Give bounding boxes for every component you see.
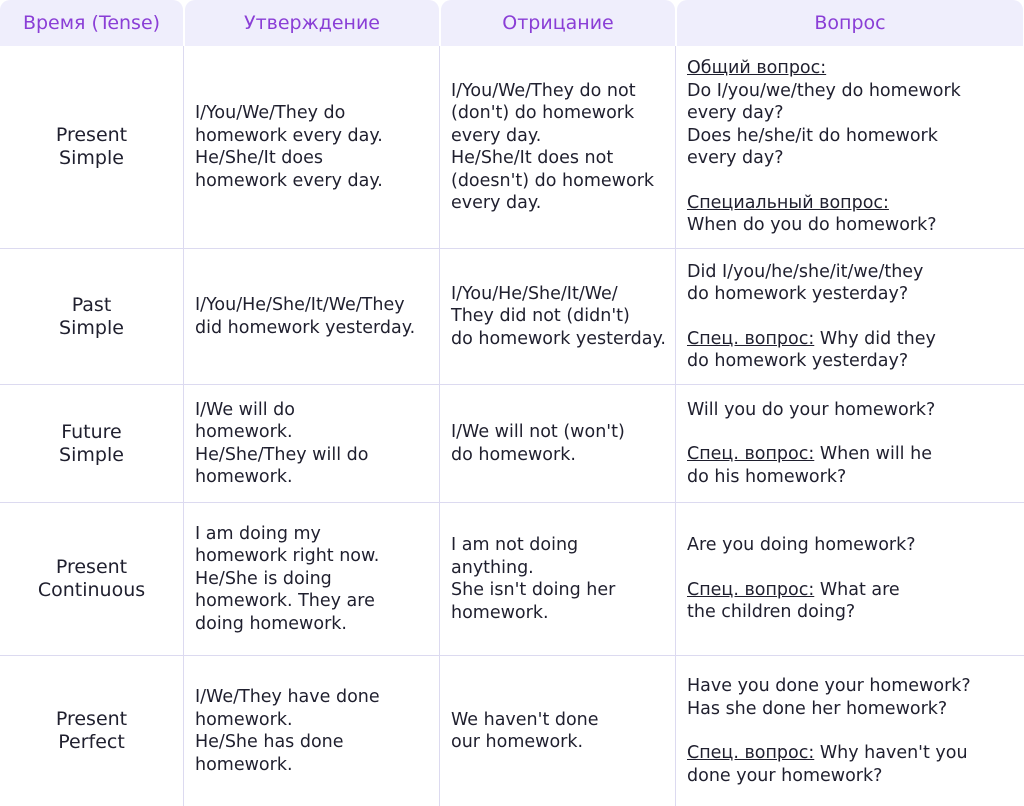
text-line: Did I/you/he/she/it/we/they [687,261,924,282]
header-negative: Отрицание [441,0,675,46]
affirmative-future-simple [184,385,440,503]
text-line: (doesn't) do homework [451,170,655,191]
tense-word: Simple [59,316,124,339]
text-line: I/We/They have done [195,687,380,707]
text-line: homework every day. [195,170,383,191]
tense-word: Simple [59,147,124,169]
text-line: every day? [687,148,784,169]
text-line: homework. [195,754,293,775]
text-line: He/She/They will do [195,444,369,465]
text-line: do his homework? [687,466,847,487]
special-question-label: Специальный вопрос: [687,192,889,213]
tense-word: Present [55,124,128,146]
text-line: homework right now. [195,546,380,567]
header-question: Вопрос [677,0,1023,46]
text-line: Are you doing homework? [687,535,916,556]
text-line: When will he [814,444,932,465]
text-line: Will you do your homework? [687,399,936,420]
tense-word: Present [55,556,128,578]
text-line: I am not doing [451,535,579,555]
text-line: Have you done your homework? [687,676,971,696]
special-question-label: Спец. вопрос: [687,444,815,465]
text-line: do homework yesterday? [687,284,909,304]
negative-future-simple [440,385,676,503]
negative-past-simple [440,249,676,385]
tense-future-simple [0,385,184,503]
text-line: every day. [451,193,542,213]
special-question-label: Спец. вопрос: [687,743,815,763]
special-question-line [687,443,1016,466]
text-line: I/You/He/She/It/We/ [451,283,618,304]
text-line: They did not (didn't) [451,306,630,327]
text-line: did homework yesterday. [195,317,416,338]
text-line: the children doing? [687,602,856,623]
tense-word: Simple [59,443,124,466]
affirmative-present-continuous [184,503,440,656]
tense-word: Future [61,420,122,443]
text-line: I/We will do [195,399,295,420]
affirmative-present-simple [184,46,440,249]
text-line: When do you do homework? [687,215,937,236]
negative-present-simple [440,46,676,249]
affirmative-present-perfect [184,656,440,806]
tense-word: Present [55,708,128,730]
negative-present-continuous [440,503,676,656]
tense-word: Continuous [37,579,146,601]
text-line: We haven't done [451,709,599,730]
tense-past-simple [0,249,184,385]
text-line: do homework. [451,444,576,465]
text-line: doing homework. [195,613,347,634]
text-line: I/You/We/They do [195,103,346,123]
text-line: our homework. [451,732,584,752]
text-line: I/You/He/She/It/We/They [195,295,405,315]
text-line: Has she done her homework? [687,698,948,719]
text-line: He/She has done [195,732,344,752]
tense-present-continuous [0,503,184,656]
text-line: I/We will not (won't) [451,422,625,442]
text-line: Why did they [814,328,936,349]
question-present-simple [676,46,1024,249]
text-line: He/She is doing [195,568,332,589]
tense-present-perfect [0,656,184,806]
text-line: She isn't doing her [451,580,616,600]
header-tense: Время (Tense) [0,0,183,46]
text-line: Does he/she/it do homework [687,125,938,146]
question-future-simple [676,385,1024,503]
tense-present-simple [0,46,184,249]
text-line: (don't) do homework [451,103,635,123]
text-line: every day? [687,103,784,124]
special-question-line [687,579,1016,602]
affirmative-past-simple [184,249,440,385]
text-line: do homework yesterday. [451,328,666,349]
tense-word: Past [71,293,112,316]
text-line: He/She/It does not [451,148,614,168]
negative-present-perfect [440,656,676,806]
text-line: homework. They are [195,591,375,612]
text-line: every day. [451,125,542,146]
special-question-label: Спец. вопрос: [687,579,815,600]
text-line: He/She/It does [195,148,323,168]
text-line: homework. [451,602,549,623]
text-line: homework. [195,467,293,487]
text-line: I am doing my [195,523,321,544]
tense-word: Perfect [58,731,125,753]
question-past-simple [676,249,1024,385]
text-line: homework. [195,422,293,442]
special-question-label: Спец. вопрос: [687,328,815,349]
text-line: homework every day. [195,125,383,146]
question-present-continuous [676,503,1024,656]
special-question-line [687,742,1016,765]
text-line: What are [814,579,900,600]
special-question-line [687,328,1016,351]
general-question-label: Общий вопрос: [687,58,827,79]
text-line: Do I/you/we/they do homework [687,80,961,101]
text-line: I/You/We/They do not [451,80,636,101]
header-affirmative: Утверждение [185,0,439,46]
text-line: anything. [451,557,534,578]
text-line: done your homework? [687,765,883,786]
text-line: do homework yesterday? [687,351,909,371]
text-line: Why haven't you [814,743,968,763]
text-line: homework. [195,709,293,730]
question-present-perfect [676,656,1024,806]
